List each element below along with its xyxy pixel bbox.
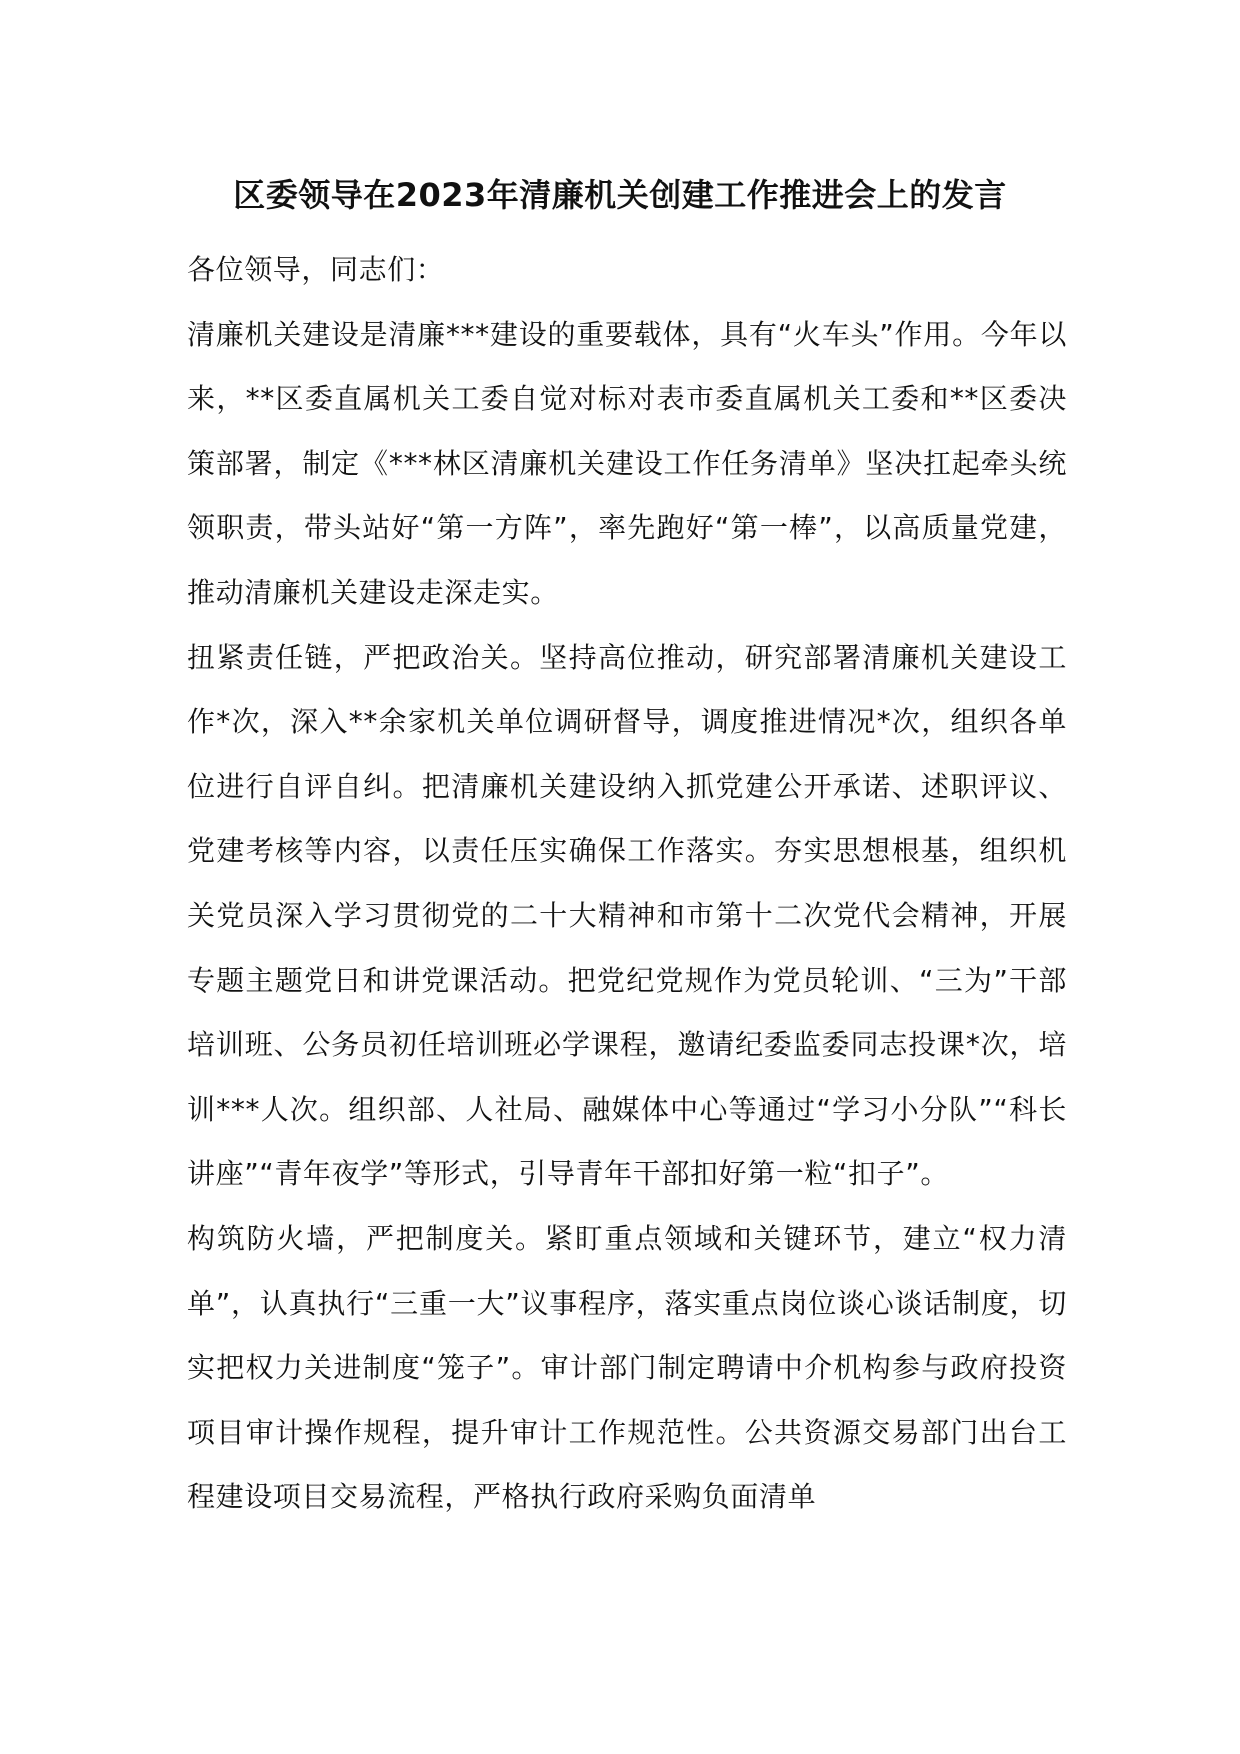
document-title: 区委领导在2023年清廉机关创建工作推进会上的发言 (233, 176, 1007, 214)
paragraph-2: 扭紧责任链，严把政治关。坚持高位推动，研究部署清廉机关建设工作*次，深入**余家机关单位调研督导，调度推进情况*次，组织各单位进行自评自纠。把清廉机关建设纳入抓党建公开承诺、述职评议、党建考核等内容，以责任压实确保工作落实。夯实思想根基，组织机关党员深入学习贯彻党的二十大精神和市第十二次党代会精神，开展专题主题党日和讲党课活动。把党纪党规作为党员轮训、“三为”干部培训班、公务员初任培训班必学课程，邀请纪委监委同志投课*次，培训***人次。组织部、人社局、融媒体中心等通过“学习小分队”“科长讲座”“青年夜学”等形式，引导青年干部扣好第一粒“扣子”。 (187, 640, 1067, 1191)
salutation: 各位领导，同志们： (187, 253, 445, 286)
document-body (187, 238, 1067, 1530)
paragraph-1: 清廉机关建设是清廉***建设的重要载体，具有“火车头”作用。今年以来，**区委直属机关工委自觉对标对表市委直属机关工委和**区委决策部署，制定《***林区清廉机关建设工作任务清单》坚决扛起牵头统领职责，带头站好“第一方阵”，率先跑好“第一棒”，以高质量党建，推动清廉机关建设走深走实。 (187, 317, 1067, 609)
paragraph-3: 构筑防火墙，严把制度关。紧盯重点领域和关键环节，建立“权力清单”，认真执行“三重一大”议事程序，落实重点岗位谈心谈话制度，切实把权力关进制度“笼子”。审计部门制定聘请中介机构参与政府投资项目审计操作规程，提升审计工作规范性。公共资源交易部门出台工程建设项目交易流程，严格执行政府采购负面清单 (187, 1221, 1067, 1514)
